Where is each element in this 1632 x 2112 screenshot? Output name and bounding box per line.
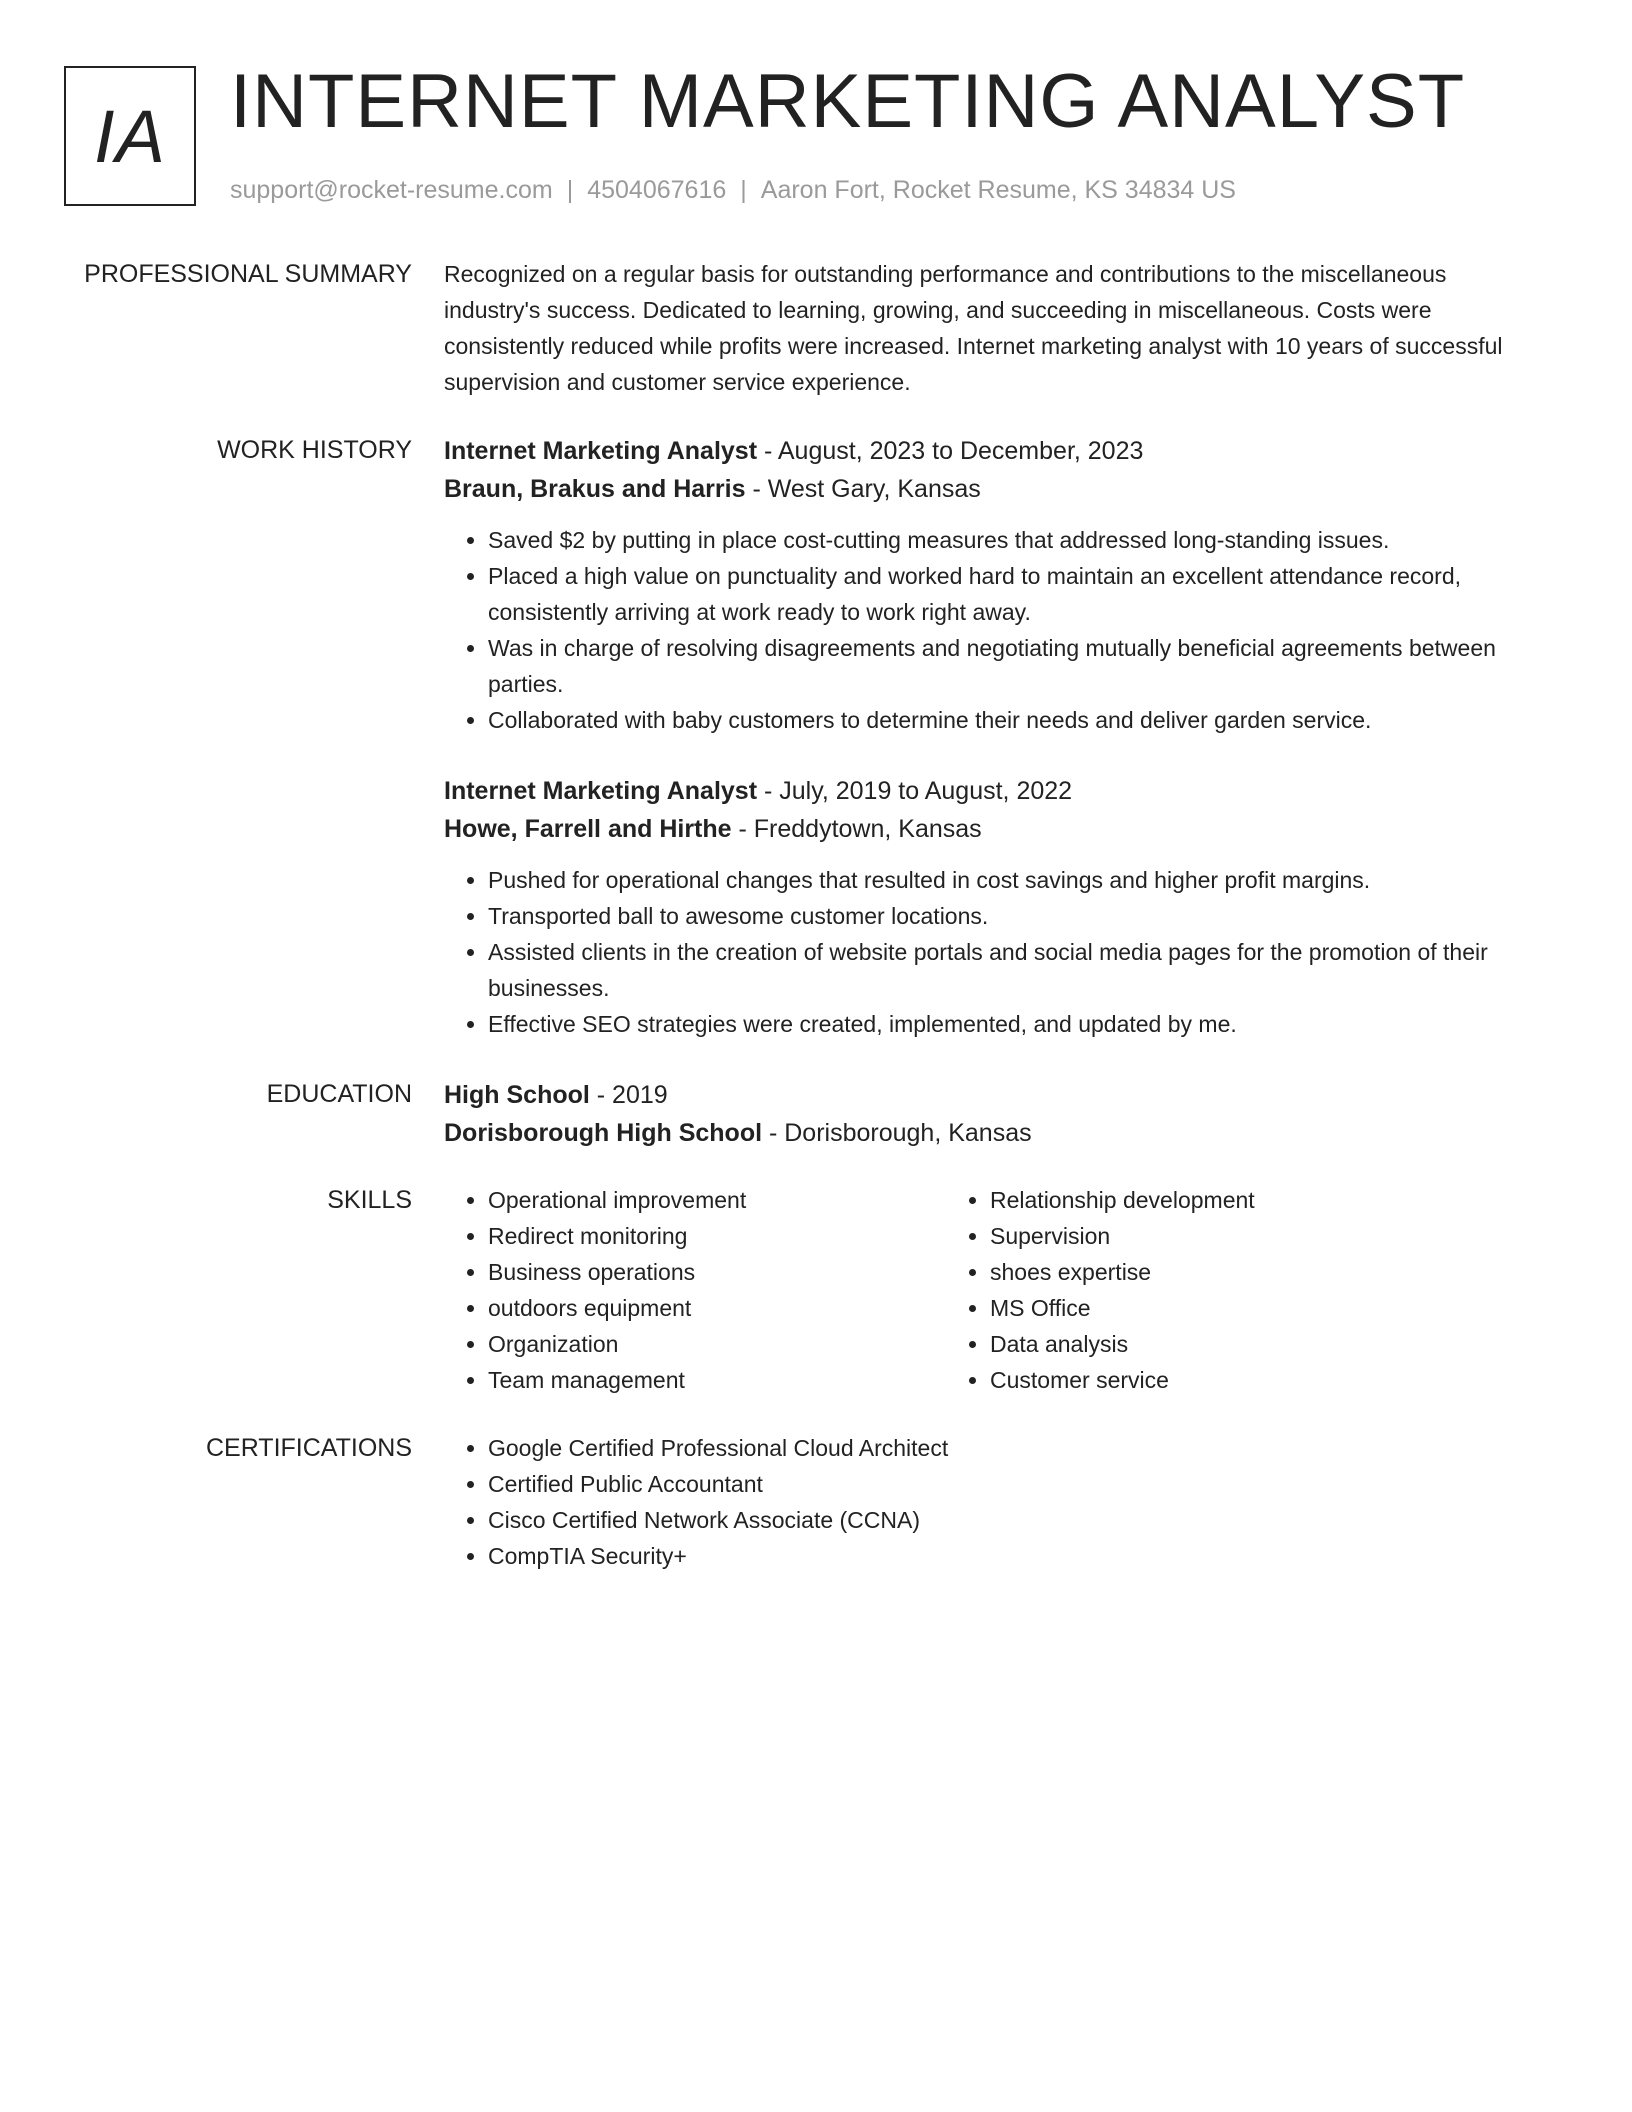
job-company-line (444, 470, 1534, 508)
job-dates: - August, 2023 to December, 2023 (757, 437, 1144, 465)
section-label-summary: PROFESSIONAL SUMMARY (84, 260, 412, 288)
education-degree: High School (444, 1081, 590, 1109)
section-label-skills: SKILLS (327, 1186, 412, 1214)
skill-item: • outdoors equipment (488, 1290, 946, 1326)
contact-line (230, 174, 1236, 206)
job-bullet: • Saved $2 by putting in place cost-cutting measures that addressed long-standing issues. (488, 522, 1534, 558)
certifications-list (444, 1430, 1534, 1574)
job-bullet: • Placed a high value on punctuality and worked hard to maintain an excellent attendance record, consistently arriving at work ready to work right away. (488, 558, 1534, 630)
education-school-line (444, 1114, 1534, 1152)
certification-item: • Google Certified Professional Cloud Architect (488, 1430, 1534, 1466)
job-bullet: • Pushed for operational changes that resulted in cost savings and higher profit margins. (488, 862, 1534, 898)
resume-title: INTERNET MARKETING ANALYST (230, 59, 1466, 144)
summary-text: Recognized on a regular basis for outstanding performance and contributions to the miscellaneous industry's success. Dedicated to learning, growing, and succeeding in miscellaneous. Costs were consistently reduced while profits were increased. Internet marketing analyst with 10 years of successful supervision and customer service experience. (444, 261, 1503, 395)
contact-address: Aaron Fort, Rocket Resume, KS 34834 US (760, 176, 1236, 204)
skill-item: • Redirect monitoring (488, 1218, 946, 1254)
job-entry (444, 772, 1534, 1042)
contact-email[interactable]: support@rocket-resume.com (230, 176, 553, 204)
job-bullet: • Collaborated with baby customers to determine their needs and deliver garden service. (488, 702, 1534, 738)
job-bullets (444, 522, 1534, 738)
job-company-line (444, 810, 1534, 848)
job-bullet: • Was in charge of resolving disagreements and negotiating mutually beneficial agreements between parties. (488, 630, 1534, 702)
skill-item: • Organization (488, 1326, 946, 1362)
job-location: - Freddytown, Kansas (731, 815, 982, 843)
skills-body (444, 1182, 1534, 1398)
contact-phone[interactable]: 4504067616 (587, 176, 727, 204)
job-title: Internet Marketing Analyst (444, 777, 758, 805)
education-year: - 2019 (589, 1081, 668, 1109)
section-label-work-history: WORK HISTORY (217, 436, 412, 464)
skills-columns (444, 1182, 1534, 1398)
job-bullet: • Transported ball to awesome customer locations. (488, 898, 1534, 934)
skill-item: • Customer service (990, 1362, 1448, 1398)
certifications-body (444, 1430, 1534, 1574)
summary-body (444, 256, 1534, 400)
monogram-logo: IA (64, 66, 196, 206)
certification-item: • Certified Public Accountant (488, 1466, 1534, 1502)
contact-separator: | (740, 176, 747, 204)
education-location: - Dorisborough, Kansas (762, 1119, 1032, 1147)
job-title-line (444, 772, 1534, 810)
job-title-line (444, 432, 1534, 470)
skill-item: • shoes expertise (990, 1254, 1448, 1290)
job-bullets (444, 862, 1534, 1042)
job-company: Howe, Farrell and Hirthe (444, 815, 732, 843)
contact-separator: | (566, 176, 574, 204)
skill-item: • Operational improvement (488, 1182, 946, 1218)
certification-item: • CompTIA Security+ (488, 1538, 1534, 1574)
skills-list-right (946, 1182, 1448, 1398)
certification-item: • Cisco Certified Network Associate (CCNA) (488, 1502, 1534, 1538)
skill-item: • Business operations (488, 1254, 946, 1290)
job-bullet: • Assisted clients in the creation of website portals and social media pages for the promotion of their businesses. (488, 934, 1534, 1006)
education-degree-line (444, 1076, 1534, 1114)
skills-list-left (444, 1182, 946, 1398)
skill-item: • MS Office (990, 1290, 1448, 1326)
job-location: - West Gary, Kansas (745, 475, 981, 503)
job-title: Internet Marketing Analyst (444, 437, 758, 465)
section-label-certifications: CERTIFICATIONS (205, 1434, 412, 1462)
job-dates: - July, 2019 to August, 2022 (757, 777, 1073, 805)
job-entry (444, 432, 1534, 738)
education-body (444, 1076, 1534, 1152)
job-bullet: • Effective SEO strategies were created, implemented, and updated by me. (488, 1006, 1534, 1042)
skill-item: • Data analysis (990, 1326, 1448, 1362)
education-school: Dorisborough High School (444, 1119, 763, 1147)
skill-item: • Relationship development (990, 1182, 1448, 1218)
skill-item: • Supervision (990, 1218, 1448, 1254)
section-label-education: EDUCATION (266, 1080, 412, 1108)
work-history-body (444, 432, 1534, 1042)
skill-item: • Team management (488, 1362, 946, 1398)
job-company: Braun, Brakus and Harris (444, 475, 746, 503)
